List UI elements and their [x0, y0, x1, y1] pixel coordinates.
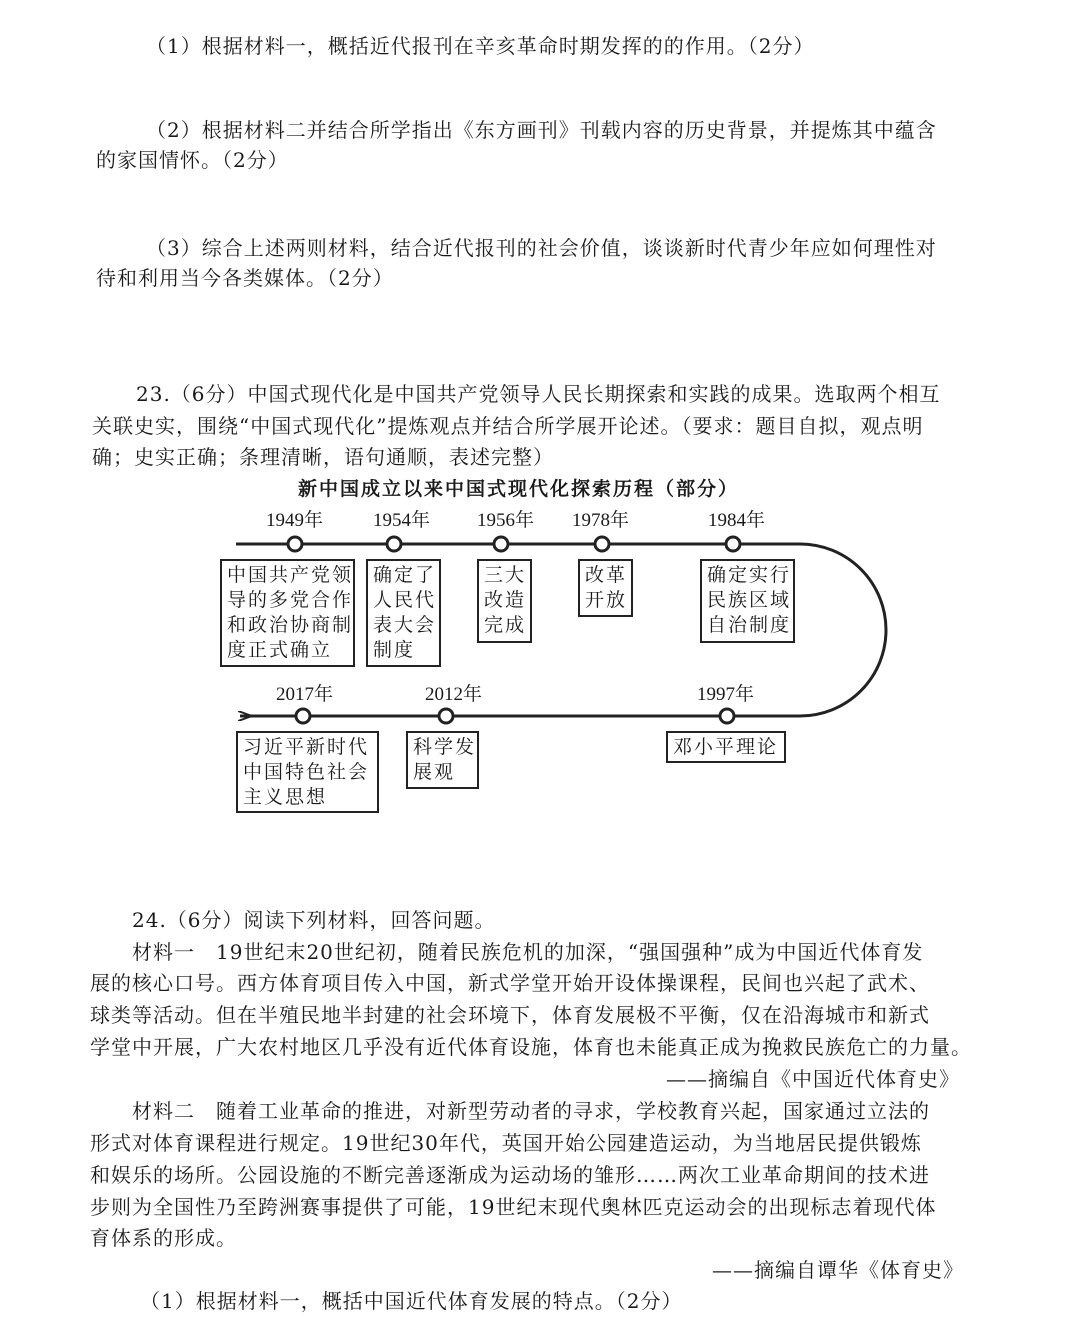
q23-line2: 关联史实，围绕“中国式现代化”提炼观点并结合所学展开论述。（要求：题目自拟，观点明 — [92, 414, 924, 438]
q24-material1-line4: 学堂中开展，广大农村地区几乎没有近代体育设施，体育也未能真正成为挽救民族危亡的力量。 — [90, 1035, 972, 1059]
node-1978 — [595, 537, 609, 551]
event-box-2017: 习近平新时代 中国特色社会 主义思想 — [236, 731, 379, 813]
timeline-title: 新中国成立以来中国式现代化探索历程（部分） — [298, 478, 740, 500]
event-box-2012: 科学发 展观 — [406, 731, 479, 789]
q24-sub1: （1）根据材料一，概括中国近代体育发展的特点。（2分） — [140, 1289, 683, 1313]
q24-material2-line3: 和娱乐的场所。公园设施的不断完善逐渐成为运动场的雏形……两次工业革命期间的技术进 — [90, 1163, 930, 1187]
q24-material2-line2: 形式对体育课程进行规定。19世纪30年代，英国开始公园建造运动，为当地居民提供锻炼 — [90, 1131, 922, 1155]
q22-sub2-line1: （2）根据材料二并结合所学指出《东方画刊》刊载内容的历史背景，并提炼其中蕴含 — [146, 118, 937, 142]
node-2017 — [296, 709, 310, 723]
q24-material2-line4: 步则为全国性乃至跨洲赛事提供了可能，19世纪末现代奥林匹克运动会的出现标志着现代体 — [90, 1195, 937, 1219]
q24-intro: 24.（6分）阅读下列材料，回答问题。 — [132, 908, 496, 932]
node-1956 — [494, 537, 508, 551]
year-1978: 1978年 — [572, 510, 630, 531]
event-box-1978: 改革 开放 — [578, 559, 633, 617]
node-1997 — [720, 709, 734, 723]
q24-material1-source: ——摘编自《中国近代体育史》 — [666, 1067, 960, 1091]
year-1984: 1984年 — [708, 510, 766, 531]
q22-sub1: （1）根据材料一，概括近代报刊在辛亥革命时期发挥的的作用。（2分） — [146, 34, 815, 58]
event-box-1956: 三大 改造 完成 — [477, 559, 532, 643]
event-box-1949: 中国共产党领 导的多党合作 和政治协商制 度正式确立 — [220, 559, 355, 667]
q22-sub3-line2: 待和利用当今各类媒体。（2分） — [96, 266, 394, 290]
event-box-1954: 确定了 人民代 表大会 制度 — [366, 559, 441, 667]
node-1954 — [387, 537, 401, 551]
year-2017: 2017年 — [276, 684, 334, 705]
year-2012: 2012年 — [425, 684, 483, 705]
q24-material2-line1: 材料二 随着工业革命的推进，对新型劳动者的寻求，学校教育兴起，国家通过立法的 — [132, 1099, 930, 1123]
q24-material2-source: ——摘编自谭华《体育史》 — [712, 1258, 964, 1282]
q24-material1-line3: 球类等活动。但在半殖民地半封建的社会环境下，体育发展极不平衡，仅在沿海城市和新式 — [90, 1003, 930, 1027]
event-box-1984: 确定实行 民族区域 自治制度 — [700, 559, 795, 643]
q24-material1-line1: 材料一 19世纪末20世纪初，随着民族危机的加深，“强国强种”成为中国近代体育发 — [132, 940, 924, 964]
q22-sub2-line2: 的家国情怀。（2分） — [96, 148, 289, 172]
q23-line1: 23.（6分）中国式现代化是中国共产党领导人民长期探索和实践的成果。选取两个相互 — [136, 382, 941, 406]
q24-material1-line2: 展的核心口号。西方体育项目传入中国，新式学堂开始开设体操课程，民间也兴起了武术、 — [90, 971, 930, 995]
year-1954: 1954年 — [373, 510, 431, 531]
year-1956: 1956年 — [477, 510, 535, 531]
year-1997: 1997年 — [697, 684, 755, 705]
year-1949: 1949年 — [266, 510, 324, 531]
q23-line3: 确；史实正确；条理清晰，语句通顺，表述完整） — [92, 445, 554, 469]
node-2012 — [439, 709, 453, 723]
event-box-1997: 邓小平理论 — [666, 731, 786, 763]
q24-material2-line5: 育体系的形成。 — [90, 1226, 237, 1250]
node-1984 — [726, 537, 740, 551]
node-1949 — [288, 537, 302, 551]
q22-sub3-line1: （3）综合上述两则材料，结合近代报刊的社会价值，谈谈新时代青少年应如何理性对 — [146, 236, 937, 260]
